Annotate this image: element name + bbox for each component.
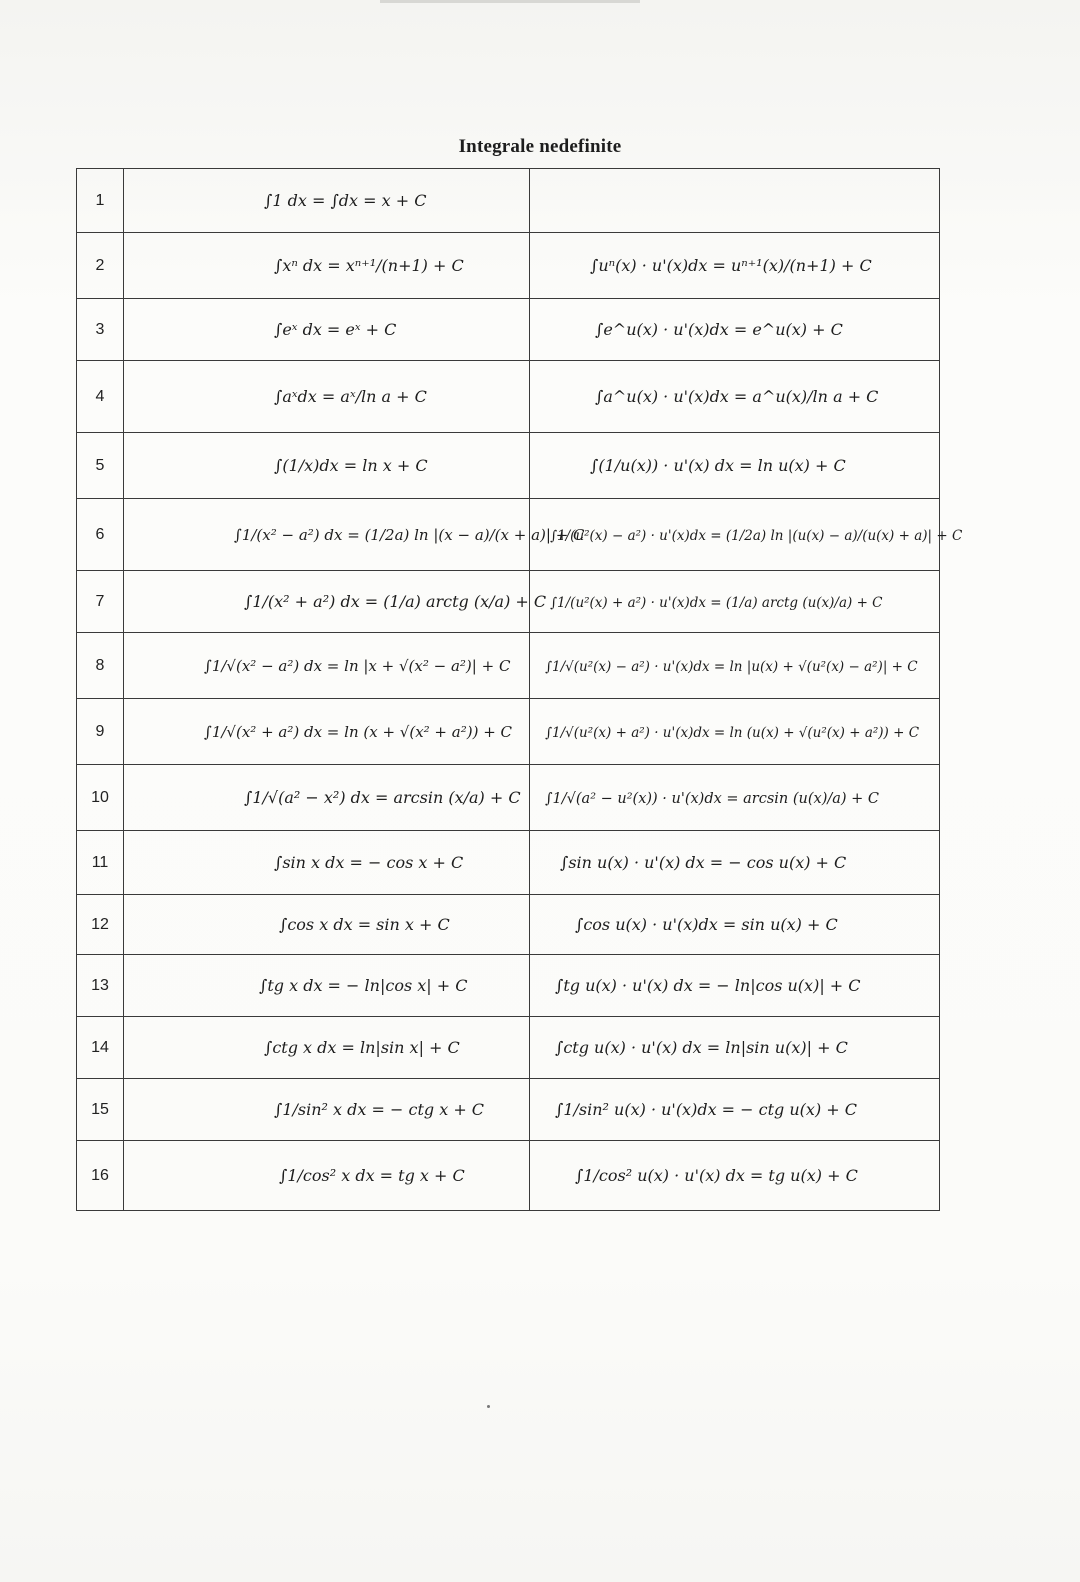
formula-text: ∫1/√(u²(x) + a²) · u'(x)dx = ln (u(x) + √(u²(x) + a²)) + C bbox=[545, 725, 920, 741]
formula-composite bbox=[530, 955, 940, 1017]
formula-text: ∫(1/u(x)) · u'(x) dx = ln u(x) + C bbox=[590, 456, 846, 475]
row-number: 3 bbox=[77, 299, 124, 361]
page-fold-mark bbox=[380, 0, 640, 3]
formula-text: ∫xⁿ dx = xⁿ⁺¹/(n+1) + C bbox=[274, 256, 464, 275]
formula-text: ∫1/cos² u(x) · u'(x) dx = tg u(x) + C bbox=[575, 1166, 858, 1185]
formula-composite bbox=[530, 361, 940, 433]
formula-basic bbox=[124, 169, 530, 233]
formula-basic bbox=[124, 299, 530, 361]
formula-text: ∫1/(u²(x) + a²) · u'(x)dx = (1/a) arctg (u(x)/a) + C bbox=[550, 595, 883, 611]
row-number: 8 bbox=[77, 633, 124, 699]
formula-composite bbox=[530, 699, 940, 765]
formula-basic bbox=[124, 1017, 530, 1079]
formula-row bbox=[77, 699, 940, 765]
formula-composite bbox=[530, 831, 940, 895]
formula-composite bbox=[530, 633, 940, 699]
formula-text: ∫ctg u(x) · u'(x) dx = ln|sin u(x)| + C bbox=[555, 1038, 848, 1057]
row-number: 14 bbox=[77, 1017, 124, 1079]
formula-text: ∫1/√(a² − x²) dx = arcsin (x/a) + C bbox=[244, 788, 521, 807]
row-number: 4 bbox=[77, 361, 124, 433]
formula-text: ∫1/sin² x dx = − ctg x + C bbox=[274, 1100, 485, 1119]
formula-row bbox=[77, 361, 940, 433]
formula-basic bbox=[124, 895, 530, 955]
formula-text: ∫sin x dx = − cos x + C bbox=[274, 853, 464, 872]
formula-row bbox=[77, 831, 940, 895]
formula-basic bbox=[124, 571, 547, 633]
formula-composite bbox=[530, 571, 940, 633]
formula-basic bbox=[124, 633, 530, 699]
formula-composite bbox=[530, 499, 963, 571]
formula-row bbox=[77, 571, 940, 633]
row-number: 13 bbox=[77, 955, 124, 1017]
row-number: 5 bbox=[77, 433, 124, 499]
formula-text: ∫1/√(x² − a²) dx = ln |x + √(x² − a²)| + C bbox=[204, 657, 511, 675]
formula-row bbox=[77, 1079, 940, 1141]
formula-row bbox=[77, 955, 940, 1017]
formula-text: ∫1 dx = ∫dx = x + C bbox=[264, 191, 427, 210]
formula-text: ∫1/√(u²(x) − a²) · u'(x)dx = ln |u(x) + √(u²(x) − a²)| + C bbox=[545, 659, 918, 675]
formula-row bbox=[77, 1017, 940, 1079]
formula-text: ∫tg u(x) · u'(x) dx = − ln|cos u(x)| + C bbox=[555, 976, 861, 995]
formula-row bbox=[77, 499, 940, 571]
formula-text: ∫a^u(x) · u'(x)dx = a^u(x)/ln a + C bbox=[595, 387, 879, 406]
formula-basic bbox=[124, 233, 530, 299]
formula-text: ∫cos u(x) · u'(x)dx = sin u(x) + C bbox=[575, 915, 838, 934]
formula-composite bbox=[530, 433, 940, 499]
formula-row bbox=[77, 765, 940, 831]
formula-text: ∫1/√(x² + a²) dx = ln (x + √(x² + a²)) + C bbox=[204, 723, 513, 741]
formula-row bbox=[77, 169, 940, 233]
formula-text: ∫aˣdx = aˣ/ln a + C bbox=[274, 387, 427, 406]
formula-text: ∫sin u(x) · u'(x) dx = − cos u(x) + C bbox=[560, 853, 847, 872]
formula-basic bbox=[124, 955, 530, 1017]
row-number: 12 bbox=[77, 895, 124, 955]
formula-text: ∫1/(u²(x) − a²) · u'(x)dx = (1/2a) ln |(u(x) − a)/(u(x) + a)| + C bbox=[550, 528, 963, 544]
formula-basic bbox=[124, 1079, 530, 1141]
row-number: 2 bbox=[77, 233, 124, 299]
formula-text: ∫uⁿ(x) · u'(x)dx = uⁿ⁺¹(x)/(n+1) + C bbox=[590, 256, 872, 275]
row-number: 10 bbox=[77, 765, 124, 831]
formula-row bbox=[77, 633, 940, 699]
row-number: 16 bbox=[77, 1141, 124, 1211]
formula-text: ∫1/cos² x dx = tg x + C bbox=[279, 1166, 465, 1185]
speck-mark bbox=[487, 1405, 490, 1408]
formula-row bbox=[77, 233, 940, 299]
formula-composite bbox=[530, 233, 940, 299]
formula-text: ∫1/(x² − a²) dx = (1/2a) ln |(x − a)/(x + a)| + C bbox=[234, 526, 585, 544]
formula-composite bbox=[530, 1141, 940, 1211]
row-number: 1 bbox=[77, 169, 124, 233]
formula-composite bbox=[530, 765, 940, 831]
row-number: 6 bbox=[77, 499, 124, 571]
formula-row bbox=[77, 1141, 940, 1211]
formula-composite bbox=[530, 299, 940, 361]
formula-text: ∫(1/x)dx = ln x + C bbox=[274, 456, 428, 475]
formula-text: ∫1/√(a² − u²(x)) · u'(x)dx = arcsin (u(x)/a) + C bbox=[545, 791, 880, 807]
formula-basic bbox=[124, 765, 530, 831]
formula-text: ∫cos x dx = sin x + C bbox=[279, 915, 450, 934]
row-number: 9 bbox=[77, 699, 124, 765]
integral-formula-table bbox=[76, 168, 963, 1211]
formula-composite bbox=[530, 895, 940, 955]
formula-composite bbox=[530, 1079, 940, 1141]
row-number: 15 bbox=[77, 1079, 124, 1141]
row-number: 7 bbox=[77, 571, 124, 633]
formula-row bbox=[77, 299, 940, 361]
formula-row bbox=[77, 433, 940, 499]
formula-basic bbox=[124, 499, 585, 571]
formula-text: ∫tg x dx = − ln|cos x| + C bbox=[259, 976, 468, 995]
formula-text: ∫1/sin² u(x) · u'(x)dx = − ctg u(x) + C bbox=[555, 1100, 858, 1119]
formula-basic bbox=[124, 433, 530, 499]
formula-basic bbox=[124, 1141, 530, 1211]
formula-basic bbox=[124, 361, 530, 433]
formula-text: ∫eˣ dx = eˣ + C bbox=[274, 320, 397, 339]
formula-text: ∫e^u(x) · u'(x)dx = e^u(x) + C bbox=[595, 320, 843, 339]
formula-text: ∫ctg x dx = ln|sin x| + C bbox=[264, 1038, 460, 1057]
formula-composite bbox=[530, 169, 940, 233]
page-title: Integrale nedefinite bbox=[458, 136, 622, 157]
formula-basic bbox=[124, 831, 530, 895]
row-number: 11 bbox=[77, 831, 124, 895]
formula-composite bbox=[530, 1017, 940, 1079]
formula-basic bbox=[124, 699, 530, 765]
formula-text: ∫1/(x² + a²) dx = (1/a) arctg (x/a) + C bbox=[244, 592, 547, 611]
formula-row bbox=[77, 895, 940, 955]
